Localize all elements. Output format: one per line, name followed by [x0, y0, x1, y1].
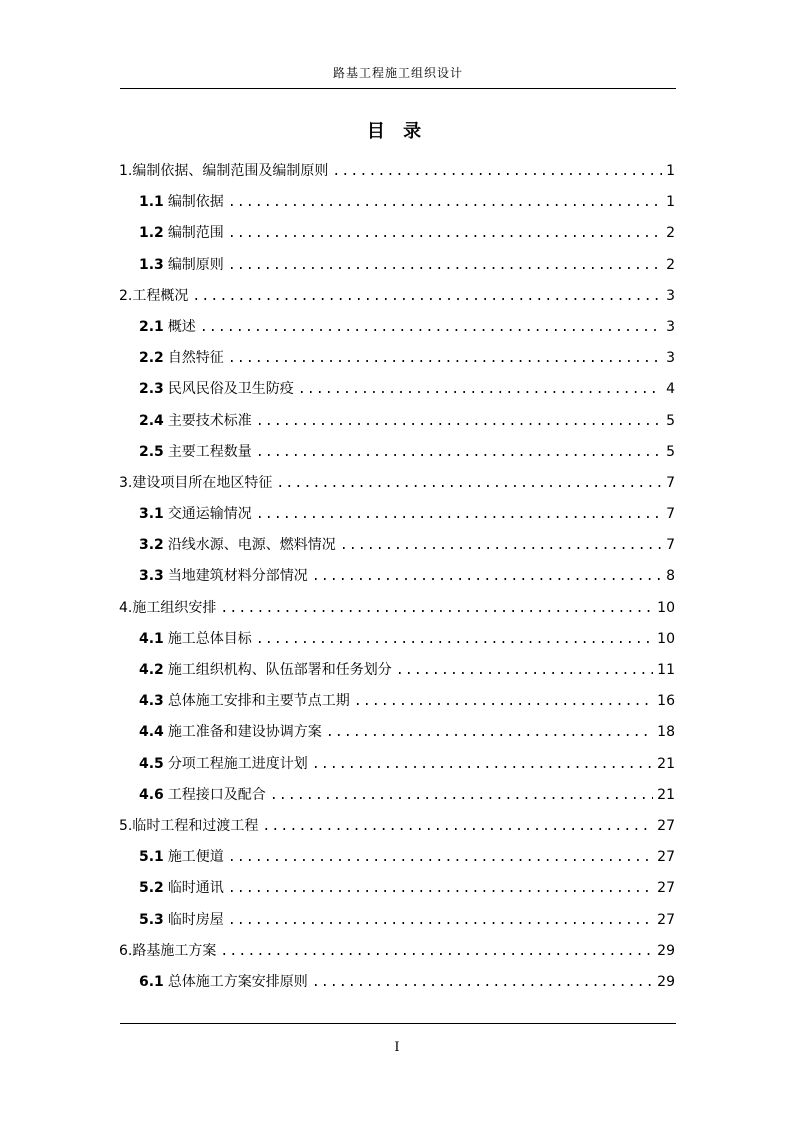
- toc-dot-leader: [228, 343, 662, 374]
- toc-entry[interactable]: [119, 811, 675, 842]
- toc-dot-leader: [276, 468, 662, 499]
- toc-entry[interactable]: [119, 156, 675, 187]
- toc-entry-title: 施工组织安排: [132, 599, 217, 616]
- toc-entry-title: 临时工程和过渡工程: [132, 817, 259, 834]
- toc-entry-page: 3: [666, 350, 675, 367]
- toc-dot-leader: [312, 967, 653, 998]
- page-number: I: [394, 1040, 400, 1055]
- toc-entry-title: 工程接口及配合: [167, 786, 266, 803]
- toc-entry-number: 5.2: [139, 880, 164, 897]
- toc-entry-page: 4: [666, 381, 675, 398]
- toc-entry-number: 1.2: [139, 225, 164, 242]
- toc-entry-title: 施工便道: [167, 849, 224, 866]
- toc-entry-number: 4.6: [139, 786, 164, 803]
- toc-entry[interactable]: [119, 936, 675, 967]
- toc-entry-number: 3.1: [139, 506, 164, 523]
- toc-entry[interactable]: [119, 406, 675, 437]
- toc-entry-title: 路基施工方案: [132, 942, 217, 959]
- toc-dot-leader: [220, 936, 653, 967]
- toc-entry-page: 29: [657, 942, 675, 959]
- toc-entry-title: 沿线水源、电源、燃料情况: [167, 537, 336, 554]
- toc-dot-leader: [228, 905, 653, 936]
- toc-entry-title: 交通运输情况: [167, 506, 252, 523]
- header-rule: [120, 88, 676, 89]
- toc-entry-number: 1.: [119, 163, 133, 179]
- toc-entry-number: 4.: [119, 599, 133, 616]
- toc-dot-leader: [220, 593, 653, 624]
- toc-entry-number: 6.: [119, 942, 133, 959]
- toc-entry-page: 16: [657, 693, 675, 710]
- toc-entry-page: 29: [657, 973, 675, 990]
- toc-entry-page: 21: [657, 755, 675, 772]
- toc-entry[interactable]: [119, 437, 675, 468]
- toc-entry[interactable]: [119, 624, 675, 655]
- toc-entry-page: 7: [666, 474, 675, 491]
- toc-entry[interactable]: [119, 218, 675, 249]
- toc-entry[interactable]: [119, 967, 675, 998]
- toc-dot-leader: [262, 811, 653, 842]
- toc-entry-page: 5: [666, 443, 675, 460]
- toc-entry-title: 临时通讯: [167, 880, 224, 897]
- toc-entry-number: 2.2: [139, 350, 164, 367]
- running-header: 路基工程施工组织设计: [332, 66, 463, 80]
- toc-dot-leader: [312, 561, 662, 592]
- toc-dot-leader: [298, 374, 662, 405]
- toc-entry[interactable]: [119, 593, 675, 624]
- toc-entry-title: 民风民俗及卫生防疫: [167, 381, 294, 398]
- toc-entry-title: 编制原则: [167, 256, 224, 273]
- toc-entry-page: 2: [666, 256, 675, 273]
- toc-entry-page: 27: [657, 880, 675, 897]
- toc-entry-page: 21: [657, 786, 675, 803]
- footer-rule: [120, 1023, 676, 1024]
- toc-entry-number: 4.1: [139, 630, 164, 647]
- toc-entry-title: 总体施工方案安排原则: [167, 973, 308, 990]
- toc-entry-page: 1: [666, 194, 675, 211]
- table-of-contents: [119, 156, 675, 998]
- toc-entry-page: 1: [666, 163, 675, 179]
- toc-entry-number: 1.3: [139, 256, 164, 273]
- toc-entry-page: 3: [666, 318, 675, 335]
- toc-entry[interactable]: [119, 530, 675, 561]
- toc-dot-leader: [256, 437, 662, 468]
- toc-entry[interactable]: [119, 780, 675, 811]
- toc-entry-number: 5.1: [139, 849, 164, 866]
- toc-entry-page: 8: [666, 568, 675, 585]
- toc-dot-leader: [326, 717, 653, 748]
- toc-entry-number: 3.: [119, 474, 133, 491]
- toc-entry-page: 7: [666, 537, 675, 554]
- toc-entry-title: 编制依据、编制范围及编制原则: [132, 163, 329, 179]
- toc-entry-title: 概述: [167, 318, 196, 335]
- toc-entry[interactable]: [119, 468, 675, 499]
- toc-entry[interactable]: [119, 749, 675, 780]
- toc-dot-leader: [256, 406, 662, 437]
- toc-entry-number: 5.3: [139, 911, 164, 928]
- toc-entry-number: 3.2: [139, 537, 164, 554]
- toc-entry-number: 3.3: [139, 568, 164, 585]
- toc-entry-page: 27: [657, 911, 675, 928]
- toc-dot-leader: [228, 218, 662, 249]
- toc-entry-title: 主要技术标准: [167, 412, 252, 429]
- toc-entry-title: 工程概况: [132, 287, 189, 304]
- toc-entry-title: 自然特征: [167, 350, 224, 367]
- toc-entry-number: 4.5: [139, 755, 164, 772]
- toc-entry-page: 27: [657, 817, 675, 834]
- toc-entry-number: 2.1: [139, 318, 164, 335]
- toc-dot-leader: [228, 187, 662, 218]
- toc-dot-leader: [228, 842, 653, 873]
- toc-entry-title: 施工准备和建设协调方案: [167, 724, 322, 741]
- toc-title: 目 录: [366, 121, 428, 142]
- toc-dot-leader: [228, 873, 653, 904]
- toc-dot-leader: [228, 250, 662, 281]
- toc-entry[interactable]: [119, 281, 675, 312]
- toc-entry-number: 4.3: [139, 693, 164, 710]
- toc-entry-title: 建设项目所在地区特征: [132, 474, 273, 491]
- toc-entry[interactable]: [119, 187, 675, 218]
- toc-dot-leader: [192, 281, 662, 312]
- toc-entry-number: 1.1: [139, 194, 164, 211]
- toc-dot-leader: [340, 530, 662, 561]
- toc-entry-page: 2: [666, 225, 675, 242]
- toc-entry-number: 2.3: [139, 381, 164, 398]
- toc-dot-leader: [256, 499, 662, 530]
- toc-entry-page: 18: [657, 724, 675, 741]
- toc-entry-number: 2.5: [139, 443, 164, 460]
- toc-dot-leader: [270, 780, 653, 811]
- toc-entry[interactable]: [119, 905, 675, 936]
- toc-entry[interactable]: [119, 655, 675, 686]
- toc-entry-page: 10: [657, 599, 675, 616]
- toc-entry[interactable]: [119, 842, 675, 873]
- toc-entry-page: 7: [666, 506, 675, 523]
- toc-entry[interactable]: [119, 312, 675, 343]
- toc-entry-page: 27: [657, 849, 675, 866]
- toc-dot-leader: [256, 624, 653, 655]
- toc-entry[interactable]: [119, 717, 675, 748]
- toc-entry-page: 3: [666, 287, 675, 304]
- toc-entry-title: 编制依据: [167, 194, 224, 211]
- toc-entry[interactable]: [119, 250, 675, 281]
- toc-entry-number: 6.1: [139, 973, 164, 990]
- toc-entry[interactable]: [119, 343, 675, 374]
- toc-dot-leader: [354, 686, 653, 717]
- toc-entry-page: 11: [657, 662, 675, 678]
- toc-entry-number: 4.4: [139, 724, 164, 741]
- toc-entry-title: 主要工程数量: [167, 443, 252, 460]
- toc-entry-title: 编制范围: [167, 225, 224, 242]
- toc-dot-leader: [396, 655, 653, 686]
- toc-entry-page: 10: [657, 630, 675, 647]
- toc-entry-title: 施工组织机构、队伍部署和任务划分: [167, 662, 392, 678]
- toc-entry-title: 分项工程施工进度计划: [167, 755, 308, 772]
- toc-entry[interactable]: [119, 374, 675, 405]
- toc-entry[interactable]: [119, 561, 675, 592]
- toc-entry[interactable]: [119, 873, 675, 904]
- toc-entry-title: 临时房屋: [167, 911, 224, 928]
- toc-dot-leader: [200, 312, 662, 343]
- toc-entry-number: 4.2: [139, 662, 164, 678]
- toc-entry-number: 5.: [119, 817, 133, 834]
- toc-entry-number: 2.: [119, 287, 133, 304]
- toc-entry[interactable]: [119, 499, 675, 530]
- toc-entry[interactable]: [119, 686, 675, 717]
- toc-dot-leader: [332, 156, 662, 187]
- toc-entry-title: 总体施工安排和主要节点工期: [167, 693, 350, 710]
- toc-entry-title: 施工总体目标: [167, 630, 252, 647]
- toc-entry-number: 2.4: [139, 412, 164, 429]
- toc-dot-leader: [312, 749, 653, 780]
- toc-entry-title: 当地建筑材料分部情况: [167, 568, 308, 585]
- toc-entry-page: 5: [666, 412, 675, 429]
